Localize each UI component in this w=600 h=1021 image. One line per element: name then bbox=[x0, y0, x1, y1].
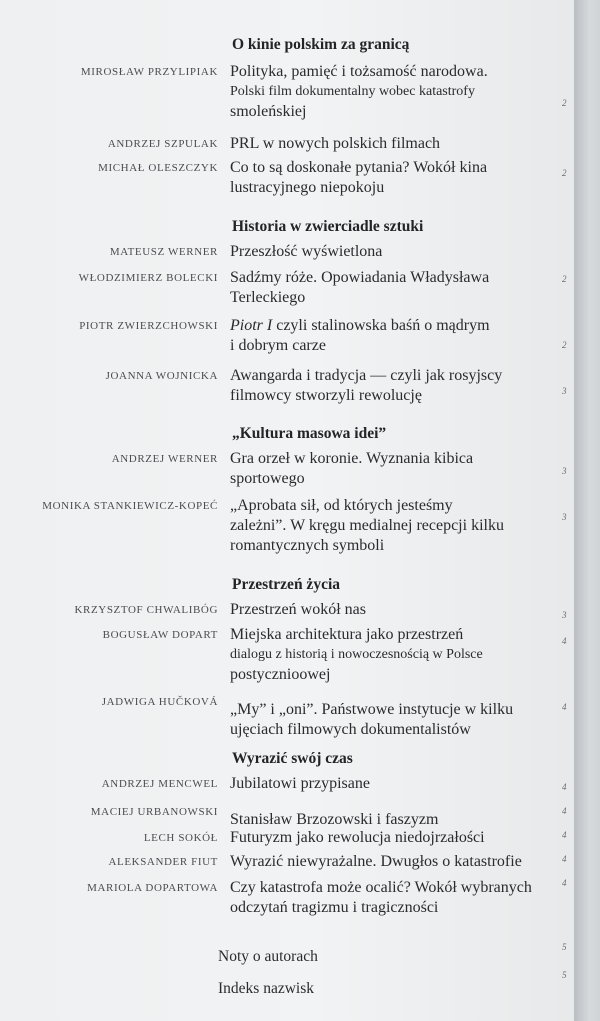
page-number: 2 bbox=[562, 168, 567, 178]
entry-author: ANDRZEJ WERNER bbox=[111, 453, 218, 465]
entry-title-line: Wyrazić niewyrażalne. Dwugłos o katastrofie bbox=[230, 853, 522, 870]
entry-title bbox=[230, 449, 555, 489]
book-edge bbox=[574, 0, 600, 1021]
entry-title-line: dialogu z historią i nowoczesnością w Polsce bbox=[230, 647, 483, 662]
section-heading: O kinie polskim za granicą bbox=[232, 36, 410, 53]
entry-title bbox=[230, 700, 555, 740]
italic-film-title: Piotr I bbox=[230, 317, 273, 334]
entry-title bbox=[230, 600, 555, 620]
page-number: 4 bbox=[562, 782, 567, 792]
page-number: 4 bbox=[562, 854, 567, 864]
page-number: 4 bbox=[562, 702, 567, 712]
entry-title-line: ujęciach filmowych dokumentalistów bbox=[230, 721, 471, 738]
page-number: 5 bbox=[562, 970, 567, 980]
page-number: 2 bbox=[562, 340, 567, 350]
entry-title-line: sportowego bbox=[230, 470, 305, 487]
entry-author: MIROSŁAW PRZYLIPIAK bbox=[80, 66, 218, 78]
section-heading: Wyrazić swój czas bbox=[232, 750, 353, 767]
section-heading: Historia w zwierciadle sztuki bbox=[232, 218, 424, 235]
entry-title-line: Terleckiego bbox=[230, 289, 306, 306]
page-number: 2 bbox=[562, 274, 567, 284]
entry-title-line: PRL w nowych polskich filmach bbox=[230, 135, 441, 152]
entry-title bbox=[230, 878, 555, 918]
section-heading: „Kultura masowa idei” bbox=[232, 425, 387, 442]
entry-title bbox=[230, 316, 555, 356]
entry-title-line: zależni”. W kręgu medialnej recepcji kilku bbox=[230, 517, 504, 534]
back-matter-entry: Indeks nazwisk bbox=[218, 980, 314, 997]
entry-title-line: Jubilatowi przypisane bbox=[230, 775, 370, 792]
entry-title bbox=[230, 62, 555, 122]
entry-title-line: smoleńskiej bbox=[230, 103, 307, 120]
page-number: 4 bbox=[562, 878, 567, 888]
entry-title bbox=[230, 158, 555, 198]
entry-title-line: Miejska architektura jako przestrzeń bbox=[230, 626, 464, 643]
entry-author: ALEKSANDER FIUT bbox=[108, 856, 218, 868]
section-heading: Przestrzeń życia bbox=[232, 576, 341, 593]
page-number: 3 bbox=[562, 386, 567, 396]
entry-title-line: lustracyjnego niepokoju bbox=[230, 179, 385, 196]
entry-title bbox=[230, 625, 555, 685]
entry-title bbox=[230, 134, 555, 154]
entry-author: PIOTR ZWIERZCHOWSKI bbox=[79, 320, 218, 332]
page-number: 3 bbox=[562, 466, 567, 476]
entry-title-line: Futuryzm jako rewolucja niedojrzałości bbox=[230, 829, 485, 846]
entry-title bbox=[230, 774, 555, 794]
entry-title bbox=[230, 366, 555, 406]
entry-title-line: Co to są doskonałe pytania? Wokół kina bbox=[230, 159, 488, 176]
entry-title-line: „Aprobata sił, od których jesteśmy bbox=[230, 497, 453, 514]
page-number: 5 bbox=[562, 942, 567, 952]
entry-title-line: Sadźmy róże. Opowiadania Władysława bbox=[230, 269, 490, 286]
entry-author: KRZYSZTOF CHWALIBÓG bbox=[74, 604, 218, 616]
page-number: 4 bbox=[562, 830, 567, 840]
entry-title-line: Awangarda i tradycja — czyli jak rosyjscy bbox=[230, 367, 503, 384]
entry-title-line: romantycznych symboli bbox=[230, 537, 385, 554]
entry-title bbox=[230, 810, 555, 830]
back-matter-entry: Noty o autorach bbox=[218, 948, 318, 965]
entry-title-line: Przeszłość wyświetlona bbox=[230, 243, 383, 260]
entry-author: MONIKA STANKIEWICZ-KOPEĆ bbox=[42, 500, 218, 512]
entry-author: BOGUSŁAW DOPART bbox=[102, 629, 218, 641]
entry-author: MACIEJ URBANOWSKI bbox=[90, 806, 218, 818]
entry-author: JADWIGA HUČKOVÁ bbox=[101, 696, 218, 708]
entry-author: JOANNA WOJNICKA bbox=[105, 370, 218, 382]
entry-title-line: Przestrzeń wokół nas bbox=[230, 601, 366, 618]
entry-author: WŁODZIMIERZ BOLECKI bbox=[78, 272, 218, 284]
entry-author: ANDRZEJ MENCWEL bbox=[101, 778, 218, 790]
entry-title-line: Piotr I czyli stalinowska baśń o mądrym bbox=[230, 317, 490, 334]
entry-title-line: Stanisław Brzozowski i faszyzm bbox=[230, 811, 439, 828]
entry-title-line: odczytań tragizmu i tragiczności bbox=[230, 899, 439, 916]
entry-title bbox=[230, 852, 555, 872]
page-number: 3 bbox=[562, 610, 567, 620]
entry-title-line: Polski film dokumentalny wobec katastrofy bbox=[230, 84, 475, 99]
page-number: 4 bbox=[562, 636, 567, 646]
entry-title bbox=[230, 828, 555, 848]
entry-author: ANDRZEJ SZPULAK bbox=[107, 138, 218, 150]
entry-title bbox=[230, 496, 555, 556]
page-number: 4 bbox=[562, 806, 567, 816]
entry-title-line: postycznioowej bbox=[230, 666, 331, 683]
entry-title-line: filmowcy stworzyli rewolucję bbox=[230, 387, 422, 404]
entry-title-line: „My” i „oni”. Państwowe instytucje w kilku bbox=[230, 701, 514, 718]
entry-author: MICHAŁ OLESZCZYK bbox=[98, 162, 218, 174]
entry-author: LECH SOKÓŁ bbox=[143, 832, 218, 844]
entry-title-line: Gra orzeł w koronie. Wyznania kibica bbox=[230, 450, 474, 467]
entry-title-line: Czy katastrofa może ocalić? Wokół wybranych bbox=[230, 879, 532, 896]
page-number: 3 bbox=[562, 512, 567, 522]
page-number: 2 bbox=[562, 98, 567, 108]
entry-author: MATEUSZ WERNER bbox=[109, 246, 218, 258]
entry-author: MARIOLA DOPARTOWA bbox=[87, 882, 218, 894]
entry-title-line: i dobrym carze bbox=[230, 337, 326, 354]
entry-title-line: Polityka, pamięć i tożsamość narodowa. bbox=[230, 63, 488, 80]
entry-title bbox=[230, 242, 555, 262]
entry-title bbox=[230, 268, 555, 308]
